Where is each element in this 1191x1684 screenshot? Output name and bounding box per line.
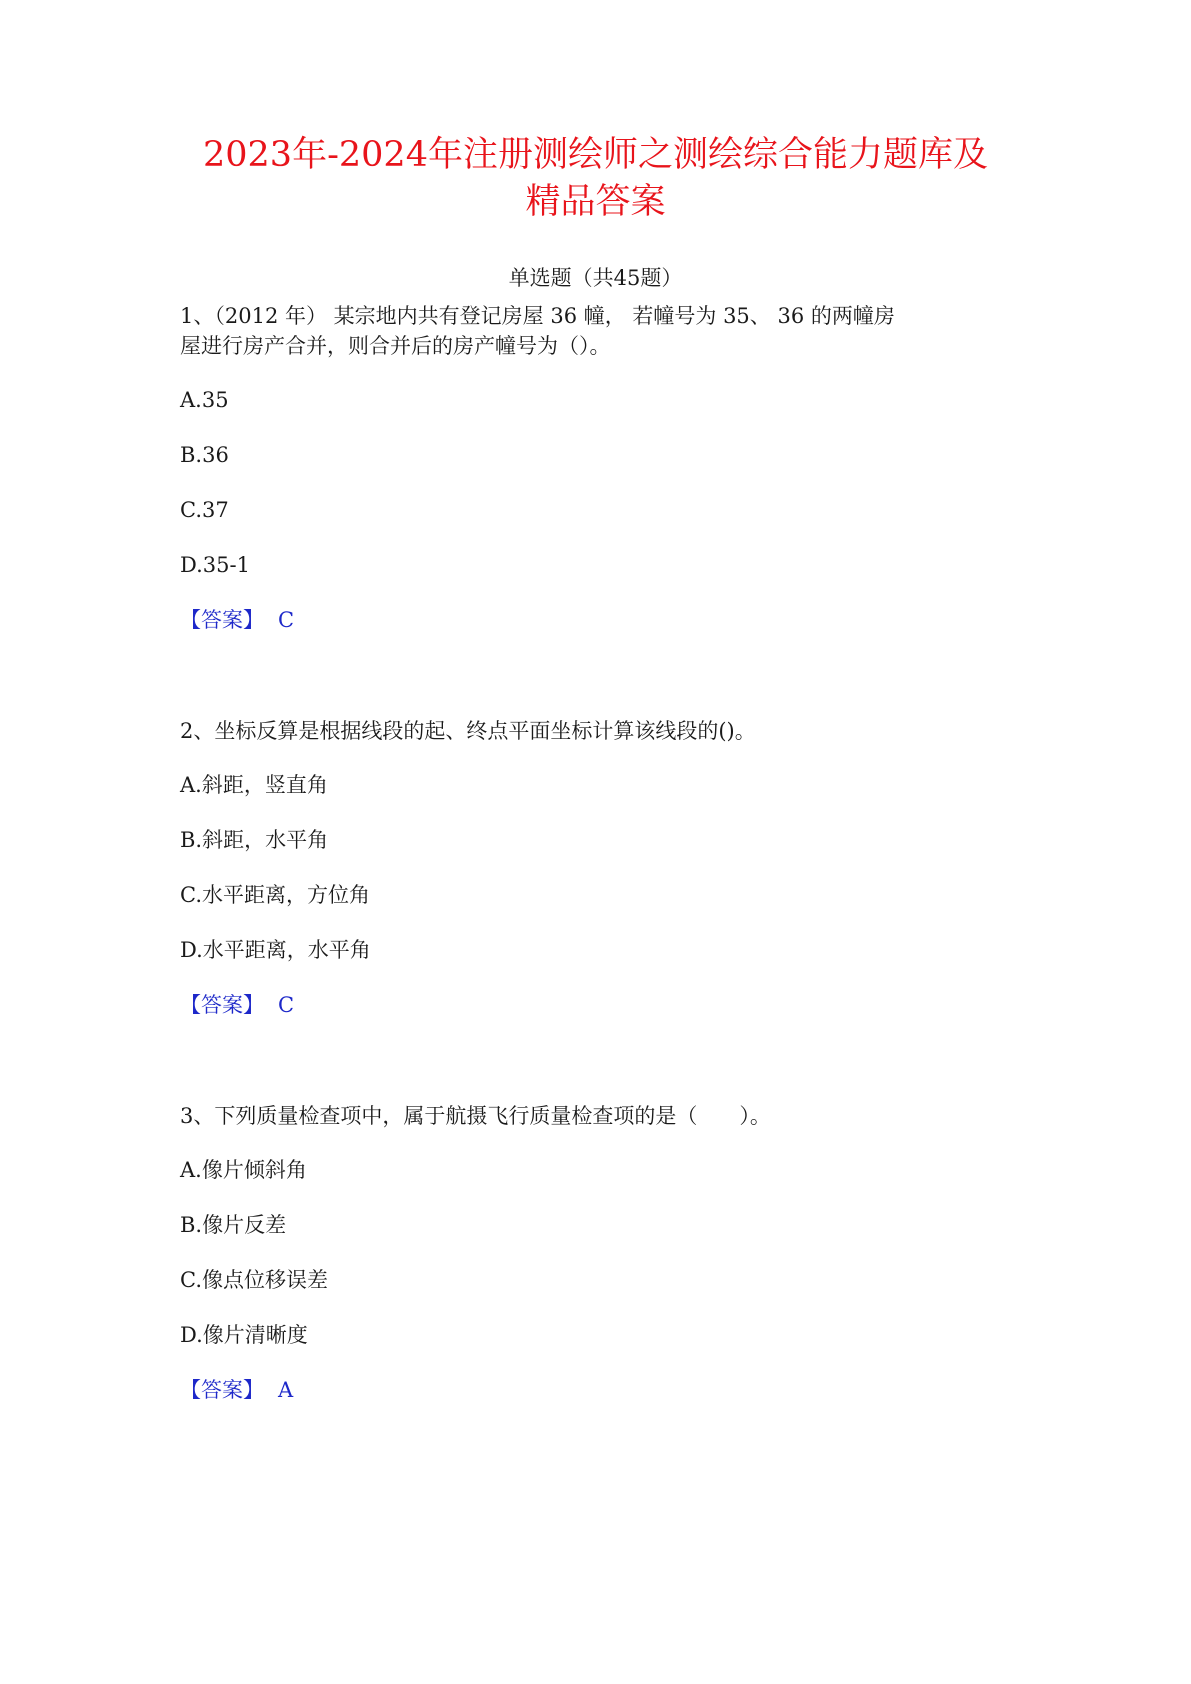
question-2-option-a: A.斜距，竖直角 (180, 773, 328, 797)
question-3-option-c: C.像点位移误差 (180, 1268, 328, 1292)
document-title-line-1: 2023年-2024年注册测绘师之测绘综合能力题库及 (203, 135, 988, 175)
answer-label: 【答案】 (180, 993, 264, 1017)
document-title-line-2: 精品答案 (525, 182, 666, 222)
question-3-option-d: D.像片清晰度 (180, 1323, 308, 1347)
question-1-option-b: B.36 (180, 443, 229, 467)
answer-value: C (278, 608, 295, 632)
question-3-text: 3、下列质量检查项中，属于航摄飞行质量检查项的是（ ）。 (180, 1104, 771, 1128)
answer-label: 【答案】 (180, 1378, 264, 1402)
question-1-answer (180, 606, 294, 634)
question-3-option-a: A.像片倾斜角 (180, 1158, 307, 1182)
question-3-option-b: B.像片反差 (180, 1213, 287, 1237)
answer-value: A (278, 1378, 294, 1402)
question-1-text-line-2: 屋进行房产合并，则合并后的房产幢号为（）。 (180, 334, 611, 358)
section-heading: 单选题（共45题） (508, 266, 683, 290)
answer-label: 【答案】 (180, 608, 264, 632)
question-3-answer (180, 1376, 293, 1404)
question-2-answer (180, 991, 294, 1019)
question-1-text-line-1: 1、（2012 年） 某宗地内共有登记房屋 36 幢， 若幢号为 35、 36 的两幢房 (180, 304, 895, 328)
answer-value: C (278, 993, 295, 1017)
question-1-option-a: A.35 (180, 388, 229, 412)
question-2-option-b: B.斜距，水平角 (180, 828, 329, 852)
question-2-option-d: D.水平距离，水平角 (180, 938, 371, 962)
question-1-option-d: D.35-1 (180, 553, 250, 577)
question-2-option-c: C.水平距离，方位角 (180, 883, 370, 907)
question-2-text: 2、坐标反算是根据线段的起、终点平面坐标计算该线段的()。 (180, 719, 756, 743)
question-1-option-c: C.37 (180, 498, 229, 522)
